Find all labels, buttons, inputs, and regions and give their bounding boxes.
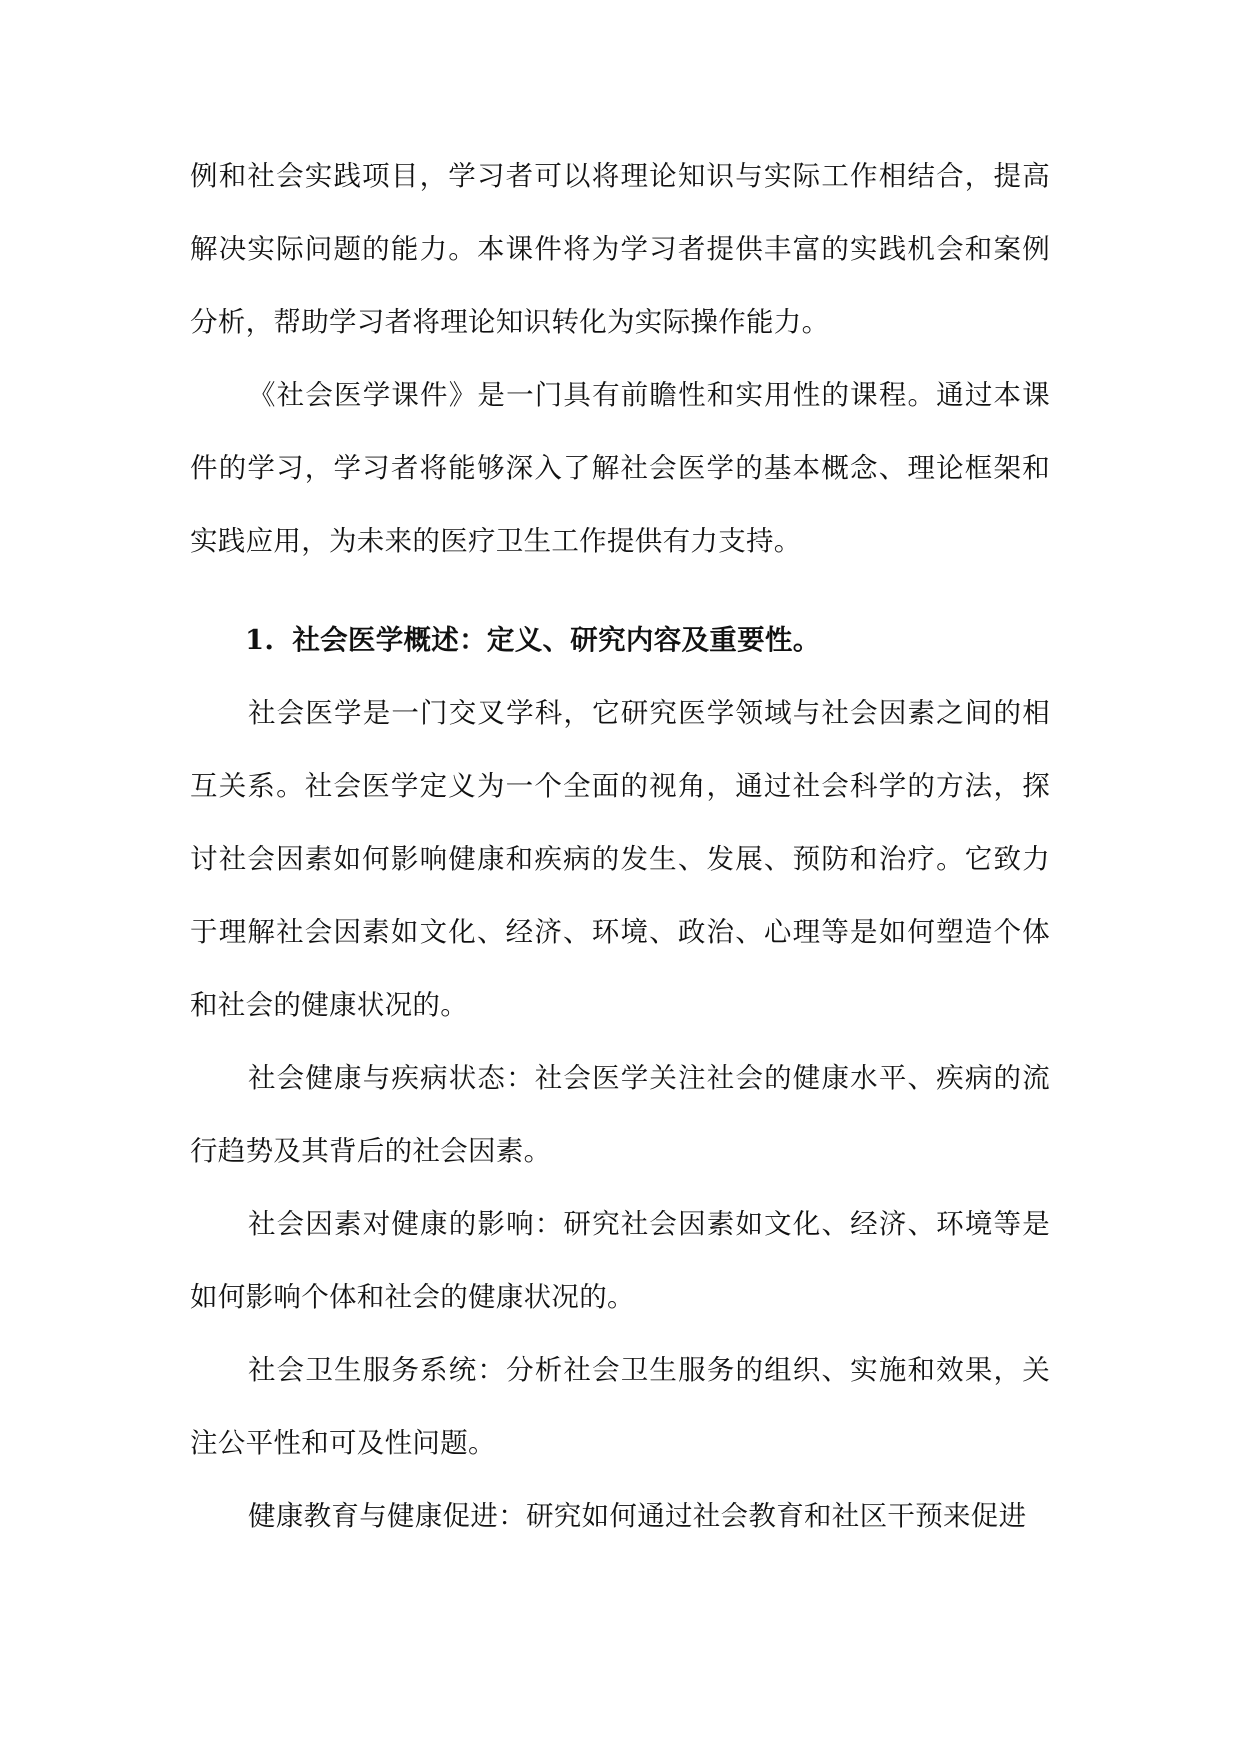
paragraph-practice-summary: 例和社会实践项目，学习者可以将理论知识与实际工作相结合，提高解决实际问题的能力。本课件将为学习者提供丰富的实践机会和案例分析，帮助学习者将理论知识转化为实际操作能力。 bbox=[190, 160, 1050, 338]
paragraph-health-status: 社会健康与疾病状态：社会医学关注社会的健康水平、疾病的流行趋势及其背后的社会因素。 bbox=[190, 1062, 1050, 1167]
paragraph-definition: 社会医学是一门交叉学科，它研究医学领域与社会因素之间的相互关系。社会医学定义为一个全面的视角，通过社会科学的方法，探讨社会因素如何影响健康和疾病的发生、发展、预防和治疗。它致力于理解社会因素如文化、经济、环境、政治、心理等是如何塑造个体和社会的健康状况的。 bbox=[190, 697, 1050, 1021]
document-body bbox=[190, 140, 1050, 1553]
paragraph-course-intro: 《社会医学课件》是一门具有前瞻性和实用性的课程。通过本课件的学习，学习者将能够深入了解社会医学的基本概念、理论框架和实践应用，为未来的医疗卫生工作提供有力支持。 bbox=[190, 379, 1050, 557]
paragraph-health-education: 健康教育与健康促进：研究如何通过社会教育和社区干预来促进 bbox=[248, 1500, 1027, 1532]
section-number: 1. bbox=[245, 624, 275, 656]
paragraph-health-services: 社会卫生服务系统：分析社会卫生服务的组织、实施和效果，关注公平性和可及性问题。 bbox=[190, 1354, 1050, 1459]
section-title: 社会医学概述：定义、研究内容及重要性。 bbox=[292, 624, 821, 656]
section-heading bbox=[190, 604, 1050, 677]
paragraph-social-factors: 社会因素对健康的影响：研究社会因素如文化、经济、环境等是如何影响个体和社会的健康状况的。 bbox=[190, 1208, 1050, 1313]
